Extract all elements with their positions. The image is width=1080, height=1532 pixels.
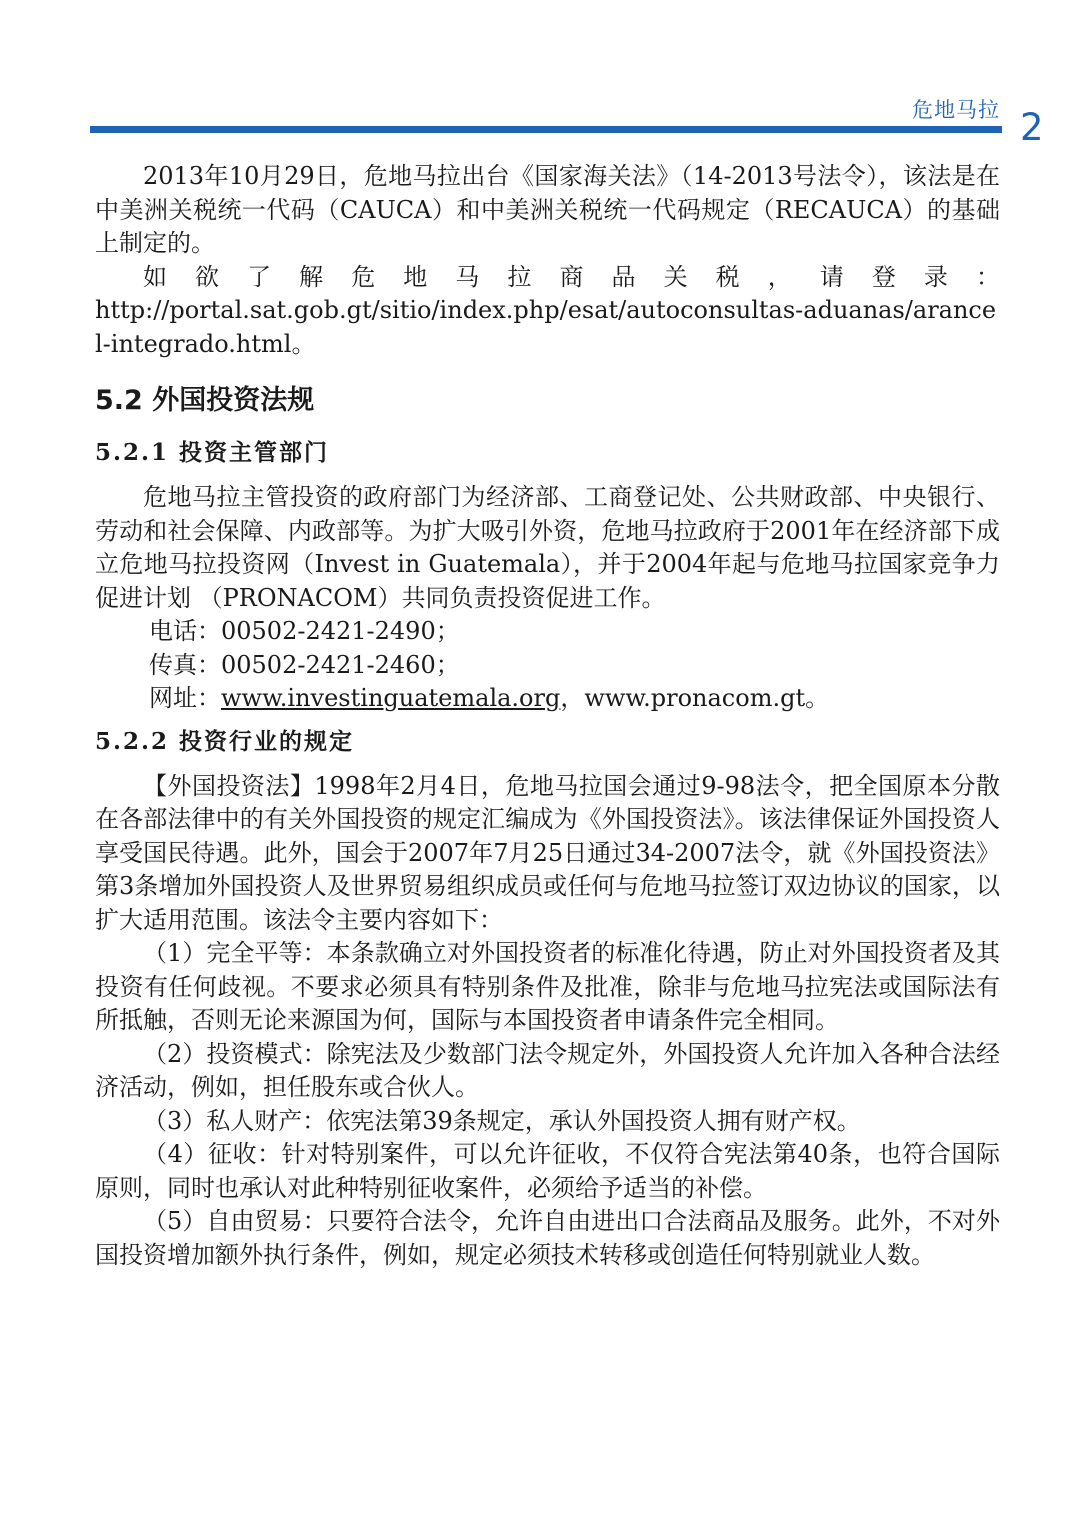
paragraph-customs-law: 2013年10月29日，危地马拉出台《国家海关法》（14-2013号法令），该法是在中美洲关税统一代码（CAUCA）和中美洲关税统一代码规定（RECAUCA）的基础上制定的。 bbox=[95, 162, 1000, 257]
website-separator: ， bbox=[560, 684, 585, 712]
website-label: 网址： bbox=[149, 684, 221, 712]
paragraph-tariff-prompt: 如欲了解危地马拉商品关税，请登录： bbox=[143, 262, 1000, 291]
paragraph-investment-authority: 危地马拉主管投资的政府部门为经济部、工商登记处、公共财政部、中央银行、劳动和社会保障、内政部等。为扩大吸引外资，危地马拉政府于2001年在经济部下成立危地马拉投资网（Invest in Guatemala），并于2004年起与危地马拉国家竞争力促进计划 （PRONACOM）共同负责投资促进工作。 bbox=[95, 483, 1000, 612]
tariff-url[interactable]: http://portal.sat.gob.gt/sitio/index.php/esat/autoconsultas-aduanas/arancel-integrado.html。 bbox=[95, 296, 997, 358]
section-title-5-2: 5.2 外国投资法规 bbox=[95, 385, 315, 416]
contact-fax: 传真：00502-2421-2460； bbox=[149, 650, 460, 679]
header-rule bbox=[90, 126, 1002, 133]
website-link-invest[interactable]: www.investinguatemala.org bbox=[221, 684, 561, 712]
list-item-equality: （1）完全平等：本条款确立对外国投资者的标准化待遇，防止对外国投资者及其投资有任何歧视。不要求必须具有特别条件及批准，除非与危地马拉宪法或国际法有所抵触，否则无论来源国为何，国际与本国投资者申请条件完全相同。 bbox=[95, 939, 1000, 1034]
page-number: 2 bbox=[1020, 106, 1044, 149]
subsection-title-5-2-2: 5.2.2 投资行业的规定 bbox=[95, 727, 355, 755]
list-item-free-trade: （5）自由贸易：只要符合法令，允许自由进出口合法商品及服务。此外，不对外国投资增加额外执行条件，例如，规定必须技术转移或创造任何特别就业人数。 bbox=[95, 1207, 1000, 1269]
paragraph-foreign-investment-law: 【外国投资法】1998年2月4日，危地马拉国会通过9-98法令，把全国原本分散在各部法律中的有关外国投资的规定汇编成为《外国投资法》。该法律保证外国投资人享受国民待遇。此外，国会于2007年7月25日通过34-2007法令，就《外国投资法》第3条增加外国投资人及世界贸易组织成员或任何与危地马拉签订双边协议的国家，以扩大适用范围。该法令主要内容如下： bbox=[95, 771, 1000, 934]
contact-website bbox=[95, 682, 1000, 716]
contact-phone: 电话：00502-2421-2490； bbox=[149, 617, 460, 645]
list-item-private-property: （3）私人财产：依宪法第39条规定，承认外国投资人拥有财产权。 bbox=[143, 1106, 861, 1135]
website-link-pronacom[interactable]: www.pronacom.gt。 bbox=[584, 684, 830, 712]
list-item-investment-mode: （2）投资模式：除宪法及少数部门法令规定外，外国投资人允许加入各种合法经济活动，例如，担任股东或合伙人。 bbox=[95, 1039, 1000, 1101]
page-content bbox=[95, 160, 1000, 1272]
subsection-title-5-2-1: 5.2.1 投资主管部门 bbox=[95, 439, 330, 466]
header-title: 危地马拉 bbox=[912, 98, 1000, 122]
list-item-expropriation: （4）征收：针对特别案件，可以允许征收，不仅符合宪法第40条，也符合国际原则，同时也承认对此种特别征收案件，必须给予适当的补偿。 bbox=[95, 1140, 1000, 1202]
